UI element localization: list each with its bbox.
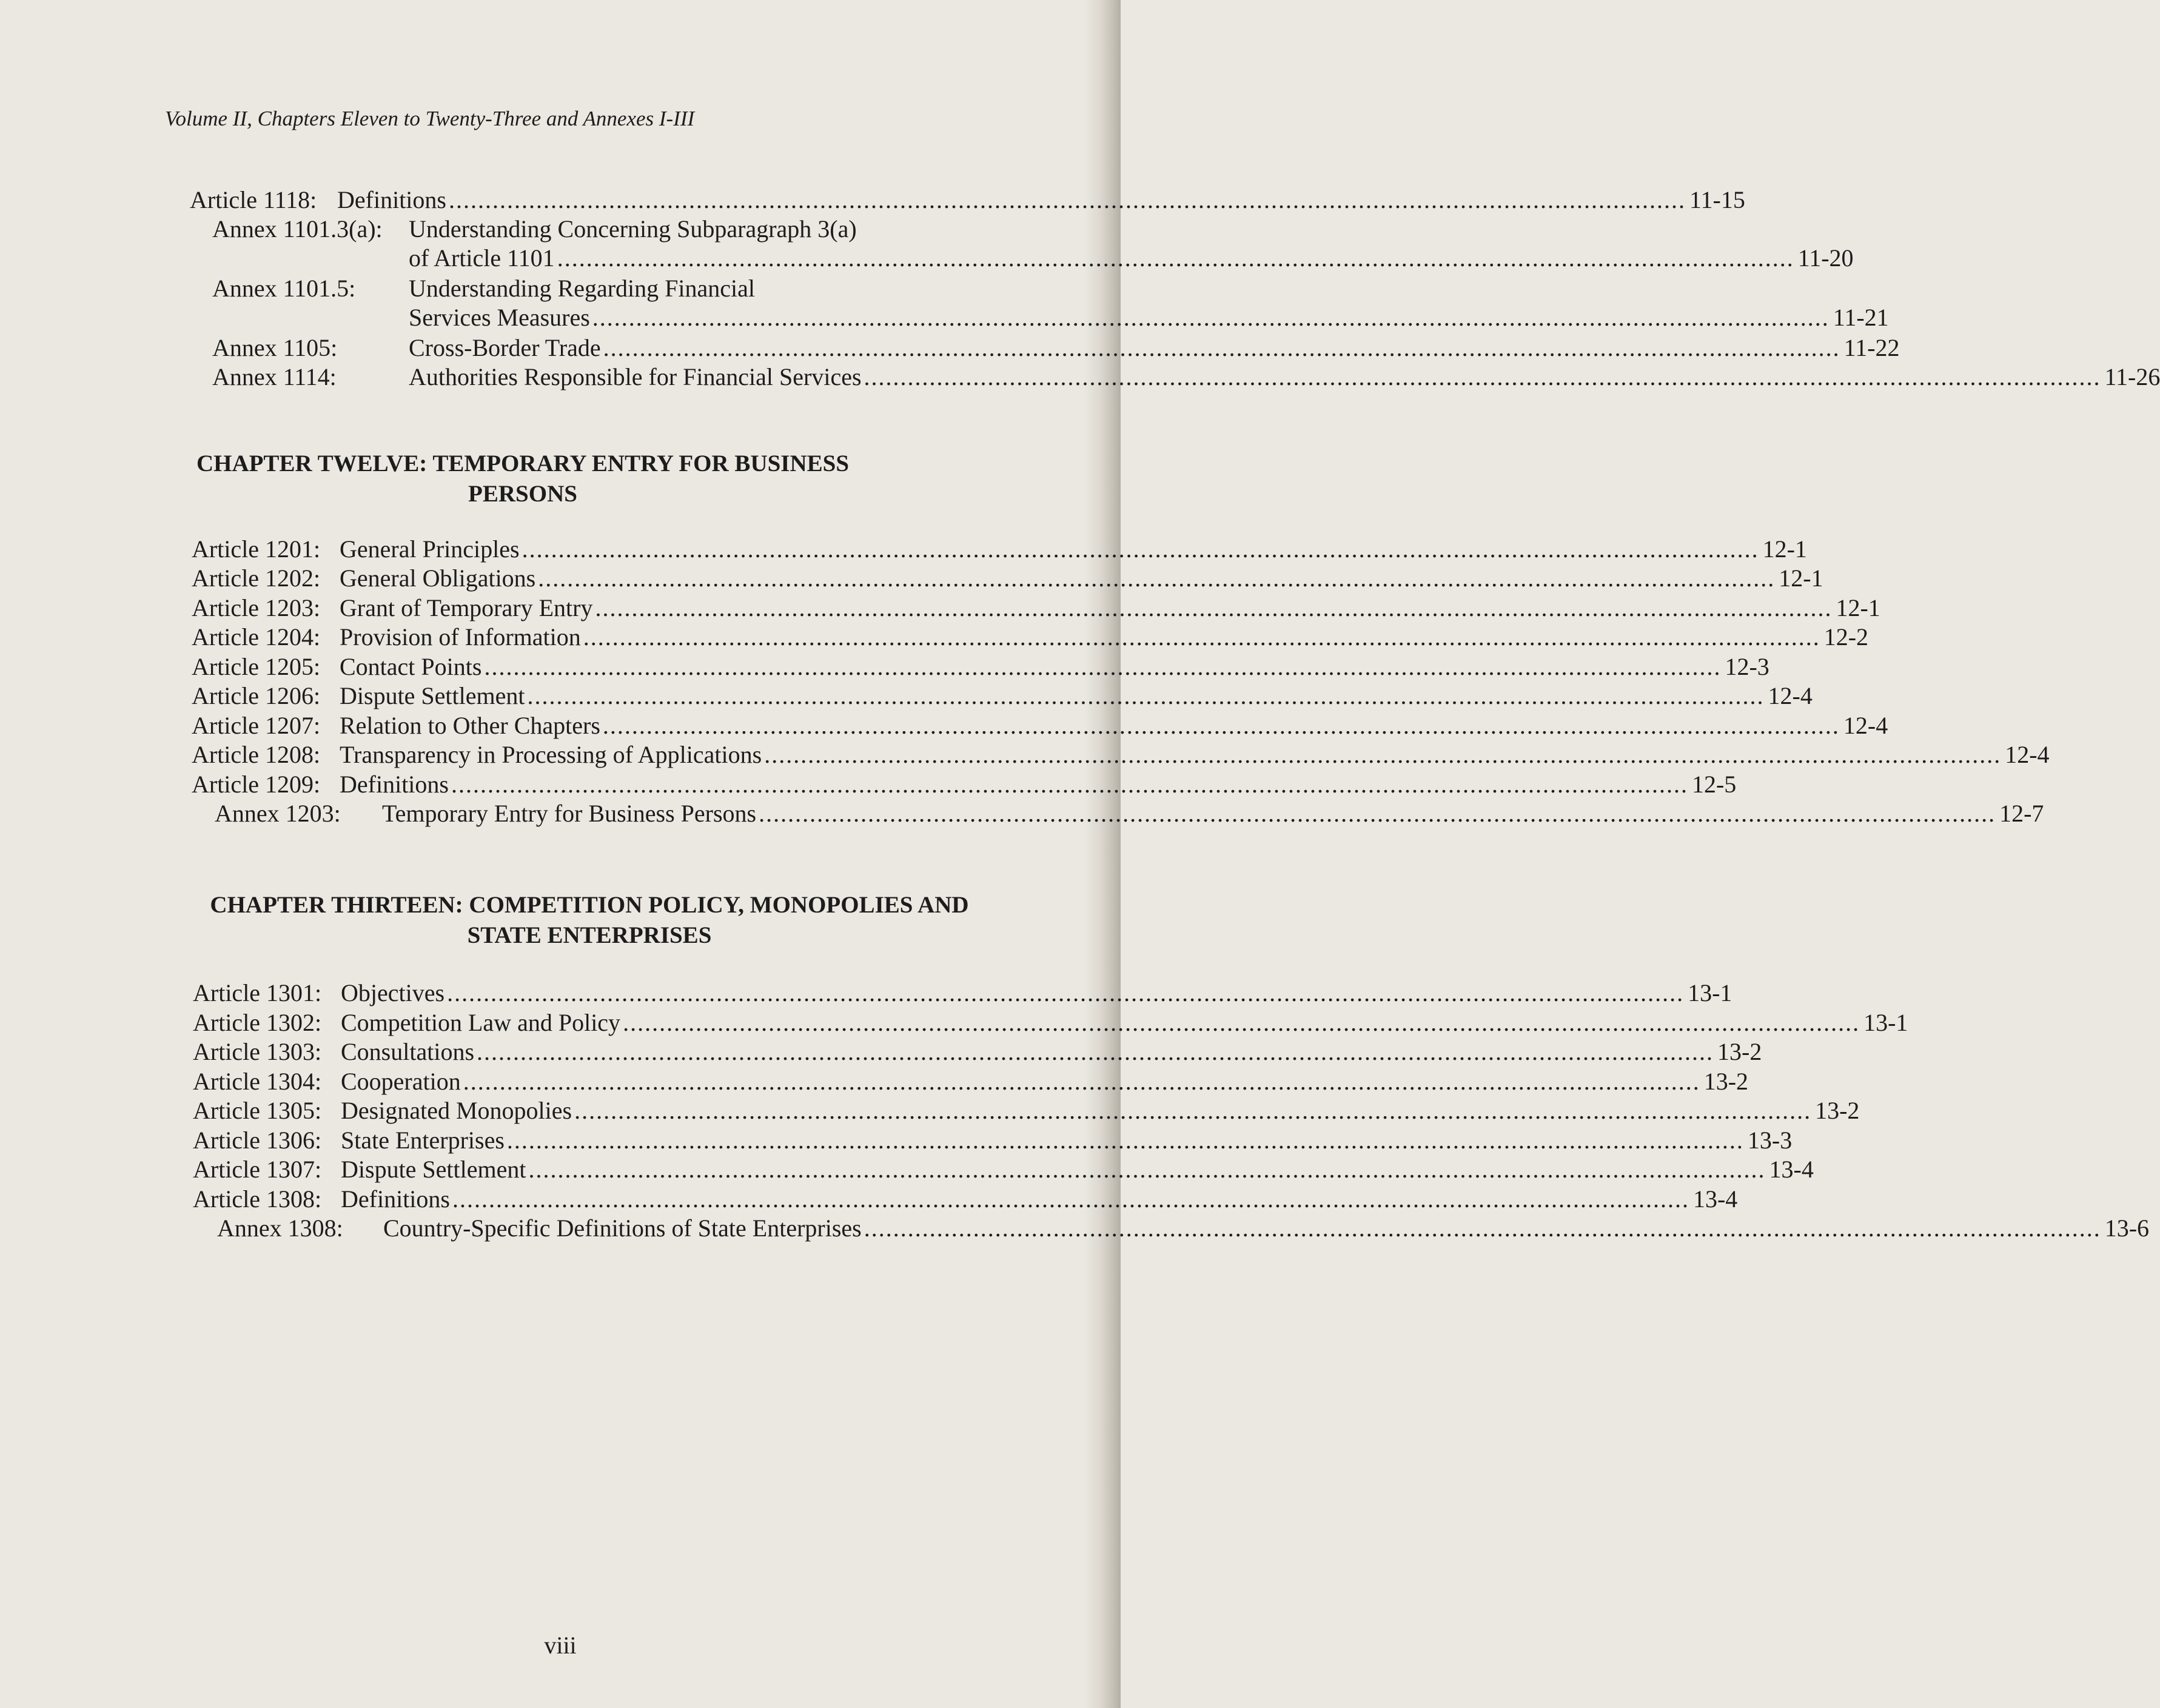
toc-entry-title: Dispute Settlement xyxy=(340,682,525,709)
toc-entry-title: General Principles xyxy=(340,535,520,563)
dot-leader: .......................................................................................................................................................................... xyxy=(452,1185,1689,1213)
toc-entry-page-number: 13-4 xyxy=(1692,1185,1738,1213)
toc-entry-number: Article 1301: xyxy=(193,979,322,1006)
toc-entry-page-number: 13-2 xyxy=(1815,1097,1860,1124)
dot-leader: .......................................................................................................................................................................... xyxy=(506,1127,1744,1154)
toc-entry-title: Objectives xyxy=(341,979,445,1006)
toc-entry-page-number: 13-6 xyxy=(2104,1214,2150,1242)
toc-entry-number: Annex 1101.3(a): xyxy=(212,215,383,243)
toc-entry xyxy=(212,333,1900,363)
toc-entry-page-number: 13-2 xyxy=(1703,1068,1749,1095)
toc-entry-number: Article 1202: xyxy=(192,564,321,592)
toc-entry-title: Transparency in Processing of Applications xyxy=(340,741,762,768)
toc-entry-page-number: 12-7 xyxy=(1999,800,2044,827)
dot-leader: .......................................................................................................................................................................... xyxy=(477,1038,1714,1065)
dot-leader: .......................................................................................................................................................................... xyxy=(574,1097,1812,1124)
toc-entry xyxy=(192,740,2050,769)
toc-entry-page-number: 11-21 xyxy=(1833,304,1889,331)
toc-entry xyxy=(190,186,1745,215)
toc-entry-continuation xyxy=(409,303,1889,332)
running-header: Volume II, Chapters Eleven to Twenty-Three and Annexes I-III xyxy=(165,107,695,130)
toc-entry-title: Provision of Information xyxy=(340,623,581,651)
toc-entry-page-number: 13-4 xyxy=(1769,1156,1814,1183)
toc-entry-number: Article 1204: xyxy=(192,623,321,651)
toc-entry-number: Article 1307: xyxy=(193,1156,322,1183)
dot-leader: .......................................................................................................................................................................... xyxy=(448,186,1686,213)
toc-entry-page-number: 13-1 xyxy=(1863,1009,1908,1036)
toc-entry-title: Relation to Other Chapters xyxy=(340,712,600,739)
toc-entry-title: Cooperation xyxy=(341,1068,461,1095)
toc-entry xyxy=(212,274,994,303)
dot-leader: .......................................................................................................................................................................... xyxy=(602,712,1840,739)
toc-entry-number: Annex 1308: xyxy=(217,1214,343,1242)
dot-leader: .......................................................................................................................................................................... xyxy=(538,564,1776,592)
toc-entry-title: Definitions xyxy=(337,186,446,213)
toc-entry xyxy=(192,594,1880,623)
toc-entry-title: Definitions xyxy=(341,1185,450,1213)
toc-entry-title: Temporary Entry for Business Persons xyxy=(382,800,757,827)
toc-entry-title: Services Measures xyxy=(409,304,590,331)
dot-leader: .......................................................................................................................................................................... xyxy=(764,741,2002,768)
toc-entry-number: Article 1205: xyxy=(192,653,321,680)
toc-entry-page-number: 13-3 xyxy=(1747,1127,1793,1154)
toc-entry-title: Understanding Regarding Financial xyxy=(409,275,755,302)
toc-entry-page-number: 11-20 xyxy=(1797,244,1854,272)
toc-entry-number: Article 1208: xyxy=(192,741,321,768)
toc-entry-title: Dispute Settlement xyxy=(341,1156,526,1183)
toc-entry-page-number: 12-1 xyxy=(1779,564,1823,592)
toc-entry-page-number: 11-15 xyxy=(1689,186,1745,213)
dot-leader: .......................................................................................................................................................................... xyxy=(463,1068,1700,1095)
toc-entry-number: Annex 1105: xyxy=(212,334,338,361)
chapter-13-heading-line2: STATE ENTERPRISES xyxy=(467,922,712,948)
dot-leader: .......................................................................................................................................................................... xyxy=(484,653,1722,680)
toc-entry-page-number: 12-1 xyxy=(1836,594,1880,621)
toc-entry-page-number: 13-1 xyxy=(1688,979,1732,1006)
dot-leader: .......................................................................................................................................................................... xyxy=(522,535,1759,563)
toc-entry-number: Article 1304: xyxy=(193,1068,322,1095)
toc-entry-number: Article 1302: xyxy=(193,1009,322,1036)
dot-leader: .......................................................................................................................................................................... xyxy=(451,771,1688,798)
toc-entry xyxy=(193,979,1732,1008)
toc-entry xyxy=(193,1126,1793,1155)
dot-leader: .......................................................................................................................................................................... xyxy=(595,594,1833,621)
toc-entry xyxy=(192,770,1737,799)
toc-entry-title: Country-Specific Definitions of State Enterprises xyxy=(383,1214,862,1242)
toc-entry-title: Grant of Temporary Entry xyxy=(340,594,593,621)
toc-entry xyxy=(192,711,1888,740)
toc-entry-title: Cross-Border Trade xyxy=(409,334,601,361)
dot-leader: .......................................................................................................................................................................... xyxy=(527,682,1765,709)
toc-entry-title: Designated Monopolies xyxy=(341,1097,572,1124)
toc-entry-number: Annex 1114: xyxy=(212,363,337,390)
dot-leader: .......................................................................................................................................................................... xyxy=(447,979,1685,1006)
toc-entry xyxy=(217,1214,2150,1243)
toc-entry-number: Article 1308: xyxy=(193,1185,322,1213)
toc-entry-page-number: 12-1 xyxy=(1762,535,1807,563)
toc-entry xyxy=(212,215,994,244)
toc-entry-number: Article 1305: xyxy=(193,1097,322,1124)
toc-entry-number: Article 1209: xyxy=(192,771,321,798)
toc-entry xyxy=(193,1008,1908,1037)
dot-leader: .......................................................................................................................................................................... xyxy=(623,1009,1860,1036)
toc-entry-number: Article 1303: xyxy=(193,1038,322,1065)
page-folio: viii xyxy=(544,1632,577,1659)
toc-entry-title: State Enterprises xyxy=(341,1127,505,1154)
toc-entry-title: Authorities Responsible for Financial Services xyxy=(409,363,862,390)
toc-entry xyxy=(192,564,1823,593)
toc-entry-page-number: 12-2 xyxy=(1823,623,1869,651)
toc-entry-number: Annex 1203: xyxy=(215,800,341,827)
chapter-12-heading-line2: PERSONS xyxy=(468,481,577,507)
toc-entry-number: Article 1206: xyxy=(192,682,321,709)
toc-entry xyxy=(193,1037,1762,1067)
toc-entry-number: Annex 1101.5: xyxy=(212,275,356,302)
toc-entry xyxy=(193,1096,1860,1125)
toc-entry-number: Article 1118: xyxy=(190,186,317,213)
toc-entry-title: Competition Law and Policy xyxy=(341,1009,621,1036)
chapter-13-heading xyxy=(165,890,1014,951)
toc-entry-title: of Article 1101 xyxy=(409,244,555,272)
toc-entry-page-number: 13-2 xyxy=(1717,1038,1762,1065)
toc-entry xyxy=(193,1155,1814,1184)
toc-entry-page-number: 11-22 xyxy=(1843,334,1900,361)
toc-entry xyxy=(192,682,1813,711)
toc-entry-number: Article 1306: xyxy=(193,1127,322,1154)
toc-entry-title: Consultations xyxy=(341,1038,475,1065)
toc-entry-title: Contact Points xyxy=(340,653,482,680)
dot-leader: .......................................................................................................................................................................... xyxy=(557,244,1794,272)
chapter-12-heading-line1: CHAPTER TWELVE: TEMPORARY ENTRY FOR BUSINESS xyxy=(196,450,850,477)
toc-entry-page-number: 12-4 xyxy=(2005,741,2050,768)
toc-entry xyxy=(192,652,1769,682)
toc-entry-page-number: 12-3 xyxy=(1725,653,1769,680)
toc-entry-number: Article 1207: xyxy=(192,712,321,739)
toc-entry xyxy=(193,1067,1749,1096)
toc-entry-title: General Obligations xyxy=(340,564,536,592)
toc-entry-number: Article 1203: xyxy=(192,594,321,621)
toc-entry-title: Understanding Concerning Subparagraph 3(a) xyxy=(409,215,857,243)
chapter-13-heading-line1: CHAPTER THIRTEEN: COMPETITION POLICY, MONOPOLIES AND xyxy=(210,892,969,918)
toc-entry-page-number: 11-26 xyxy=(2104,363,2160,390)
toc-entry xyxy=(192,535,1807,564)
dot-leader: .......................................................................................................................................................................... xyxy=(864,1214,2101,1242)
dot-leader: .......................................................................................................................................................................... xyxy=(583,623,1820,651)
dot-leader: .......................................................................................................................................................................... xyxy=(864,363,2101,390)
toc-entry xyxy=(193,1185,1738,1214)
chapter-12-heading xyxy=(165,449,880,509)
toc-entry-title: Definitions xyxy=(340,771,449,798)
toc-entry-page-number: 12-5 xyxy=(1691,771,1737,798)
toc-entry-page-number: 12-4 xyxy=(1843,712,1888,739)
dot-leader: .......................................................................................................................................................................... xyxy=(592,304,1830,331)
toc-entry xyxy=(212,363,2160,392)
toc-entry xyxy=(215,799,2044,828)
dot-leader: .......................................................................................................................................................................... xyxy=(759,800,1996,827)
dot-leader: .......................................................................................................................................................................... xyxy=(528,1156,1766,1183)
toc-entry xyxy=(192,623,1869,652)
toc-entry-continuation xyxy=(409,244,1854,273)
dot-leader: .......................................................................................................................................................................... xyxy=(603,334,1840,361)
toc-entry-page-number: 12-4 xyxy=(1768,682,1813,709)
toc-entry-number: Article 1201: xyxy=(192,535,321,563)
